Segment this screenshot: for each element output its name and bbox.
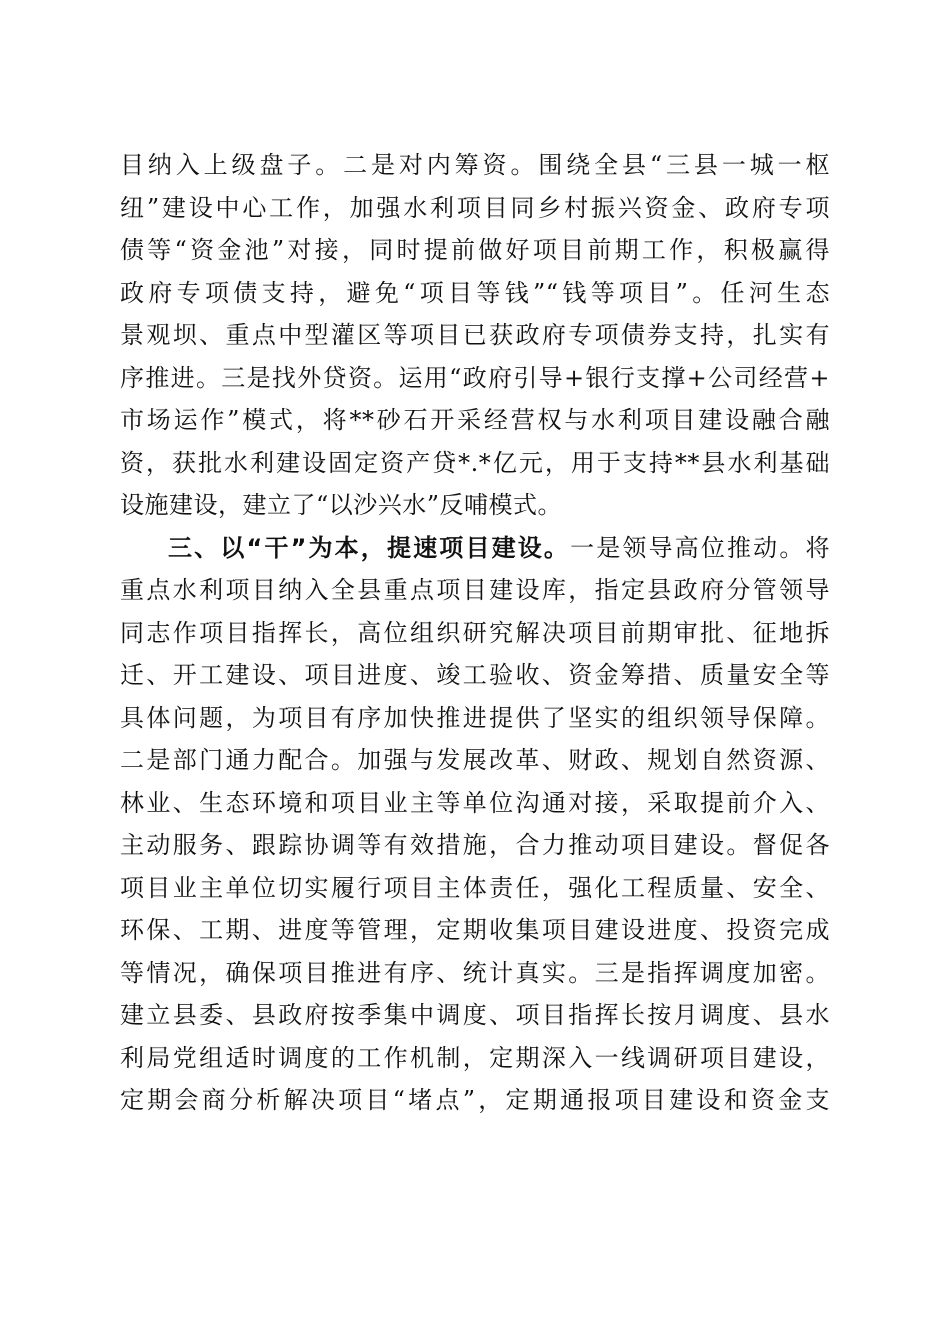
text-line: 定期会商分析解决项目“堵点”，定期通报项目建设和资金支 <box>120 1086 830 1114</box>
text-line: 林业、生态环境和项目业主等单位沟通对接，采取提前介入、 <box>120 788 830 817</box>
paragraph-funding <box>120 144 830 527</box>
text-line: 债等“资金池”对接，同时提前做好项目前期工作，积极赢得 <box>120 236 830 264</box>
text-line: 资，获批水利建设固定资产贷*.*亿元，用于支持**县水利基础 <box>120 448 830 477</box>
text-line: 景观坝、重点中型灌区等项目已获政府专项债券支持，扎实有 <box>120 321 830 349</box>
section-heading-line <box>120 527 830 570</box>
text-line: 迁、开工建设、项目进度、竣工验收、资金筹措、质量安全等 <box>120 661 830 689</box>
text-line: 项目业主单位切实履行项目主体责任，强化工程质量、安全、 <box>120 873 830 902</box>
text-line: 具体问题，为项目有序加快推进提供了坚实的组织领导保障。 <box>120 703 830 732</box>
text-line: 利局党组适时调度的工作机制，定期深入一线调研项目建设， <box>120 1043 830 1072</box>
text-line: 二是部门通力配合。加强与发展改革、财政、规划自然资源、 <box>120 746 830 774</box>
text-segment: 一是领导高位推动。将 <box>570 533 830 562</box>
text-line: 等情况，确保项目推进有序、统计真实。三是指挥调度加密。 <box>120 958 830 987</box>
text-line: 纽”建设中心工作，加强水利项目同乡村振兴资金、政府专项 <box>120 193 830 222</box>
section-heading: 三、以“干”为本，提速项目建设。 <box>168 533 571 562</box>
text-line: 建立县委、县政府按季集中调度、项目指挥长按月调度、县水 <box>120 1001 830 1029</box>
paragraph-section-3 <box>120 527 830 1122</box>
text-line: 环保、工期、进度等管理，定期收集项目建设进度、投资完成 <box>120 916 830 944</box>
text-line: 同志作项目指挥长，高位组织研究解决项目前期审批、征地拆 <box>120 618 830 647</box>
body-text <box>120 144 830 1122</box>
text-line: 序推进。三是找外贷资。运用“政府引导+银行支撑+公司经营+ <box>120 363 830 392</box>
text-line: 重点水利项目纳入全县重点项目建设库，指定县政府分管领导 <box>120 576 830 604</box>
text-line: 政府专项债支持，避免“项目等钱”“钱等项目”。任河生态 <box>120 278 830 307</box>
text-line: 主动服务、跟踪协调等有效措施，合力推动项目建设。督促各 <box>120 831 830 859</box>
text-line: 市场运作”模式，将**砂石开采经营权与水利项目建设融合融 <box>120 406 830 434</box>
text-line: 设施建设，建立了“以沙兴水”反哺模式。 <box>120 491 563 519</box>
text-line: 目纳入上级盘子。二是对内筹资。围绕全县“三县一城一枢 <box>120 151 830 179</box>
